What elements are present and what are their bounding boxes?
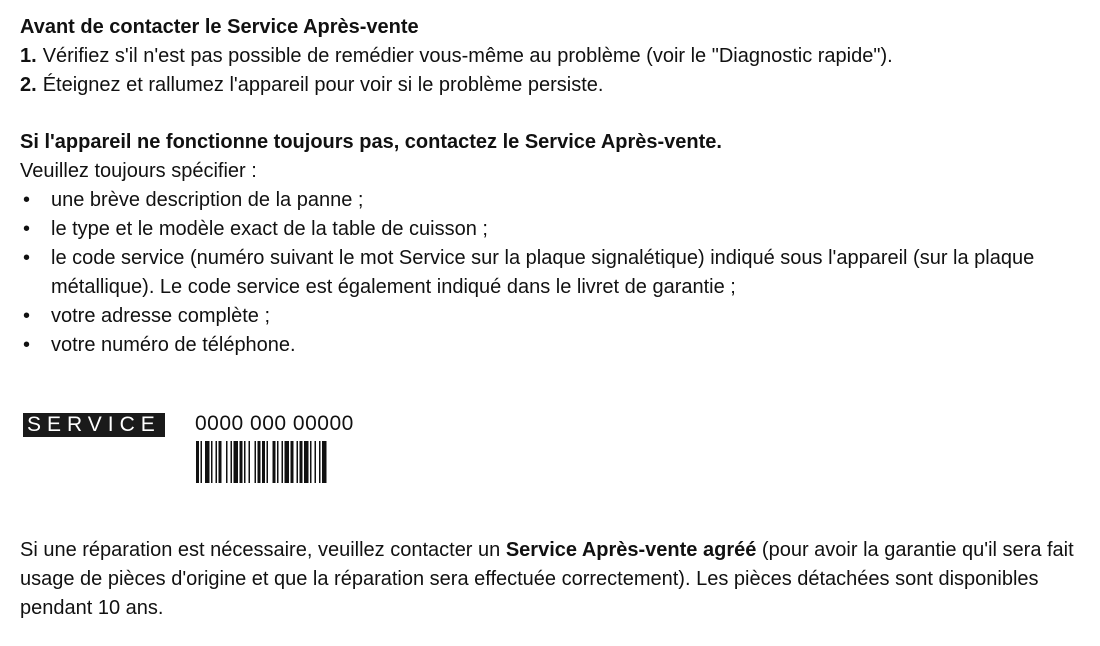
service-tag: SERVICE — [23, 413, 165, 437]
barcode-bar — [205, 441, 210, 483]
barcode-icon — [196, 441, 364, 483]
barcode-bar — [291, 441, 294, 483]
barcode-bar — [310, 441, 312, 483]
barcode-bar — [285, 441, 290, 483]
repair-note-text-end: (pour avoir la garantie qu'il sera fait usage de pièces d'origine et que la réparation sera effectuée correctement). Les pièces détachées sont disponibles pendant 10 ans. — [20, 539, 1074, 619]
bullet-item — [20, 302, 1080, 331]
barcode-bar — [267, 441, 269, 483]
step-text: Vérifiez s'il n'est pas possible de remédier vous-même au problème (voir le "Diagnostic rapide"). — [42, 45, 893, 67]
step-number: 1. — [20, 45, 37, 67]
barcode-bar — [211, 441, 213, 483]
bullet-item — [20, 186, 1080, 215]
barcode-bar — [219, 441, 222, 483]
barcode-bar — [249, 441, 251, 483]
bullet-text: votre adresse complète ; — [51, 305, 270, 327]
step-text: Éteignez et rallumez l'appareil pour voir si le problème persiste. — [42, 74, 604, 96]
info-bullet-list — [20, 186, 1080, 360]
barcode-bar — [201, 441, 203, 483]
bullet-item — [20, 331, 1080, 360]
barcode-bar — [196, 441, 199, 483]
step-number: 2. — [20, 74, 37, 96]
barcode-bar — [297, 441, 299, 483]
bullet-text: le type et le modèle exact de la table de cuisson ; — [51, 218, 488, 240]
repair-note-text-start: Si une réparation est nécessaire, veuillez contacter un — [20, 539, 506, 561]
barcode-bar — [322, 441, 327, 483]
barcode-bar — [319, 441, 321, 483]
barcode-bar — [231, 441, 233, 483]
bullet-text: votre numéro de téléphone. — [51, 334, 296, 356]
barcode-bar — [255, 441, 257, 483]
barcode-bar — [240, 441, 243, 483]
barcode-bar — [244, 441, 246, 483]
section-title-before-contact: Avant de contacter le Service Après-vente — [20, 16, 419, 38]
step-item — [20, 71, 1080, 100]
section-title-contact-service: Si l'appareil ne fonctionne toujours pas, contactez le Service Après-vente. — [20, 131, 722, 153]
barcode-bar — [258, 441, 261, 483]
bullet-text: le code service (numéro suivant le mot Service sur la plaque signalétique) indiqué sous l'appareil (sur la plaque métallique). Le code service est également indiqué dans le livret de garantie ; — [51, 247, 1035, 298]
barcode-bar — [304, 441, 309, 483]
repair-note-emphasis: Service Après-vente agréé — [505, 539, 757, 561]
barcode-bar — [262, 441, 265, 483]
barcode-bar — [282, 441, 284, 483]
step-item — [20, 42, 1080, 71]
barcode-bar — [234, 441, 239, 483]
document-body — [20, 13, 1080, 360]
barcode-bar — [216, 441, 218, 483]
barcode-bar — [273, 441, 276, 483]
bullet-text: une brève description de la panne ; — [51, 189, 364, 211]
bullet-dot: • — [23, 305, 31, 327]
barcode-bar — [315, 441, 317, 483]
barcode-bar — [300, 441, 303, 483]
bullet-dot: • — [23, 334, 31, 356]
bullet-dot: • — [23, 247, 31, 269]
service-label-illustration — [23, 397, 383, 487]
barcode-bar — [226, 441, 228, 483]
bullet-item — [20, 215, 1080, 244]
bullet-item — [20, 244, 1080, 302]
bullet-dot: • — [23, 218, 31, 240]
bullet-dot: • — [23, 189, 31, 211]
section-intro: Veuillez toujours spécifier : — [20, 160, 257, 182]
barcode-bar — [277, 441, 279, 483]
spacer — [20, 100, 1080, 128]
service-code: 0000 000 00000 — [195, 412, 354, 435]
repair-note — [20, 536, 1080, 623]
steps-list — [20, 42, 1080, 100]
